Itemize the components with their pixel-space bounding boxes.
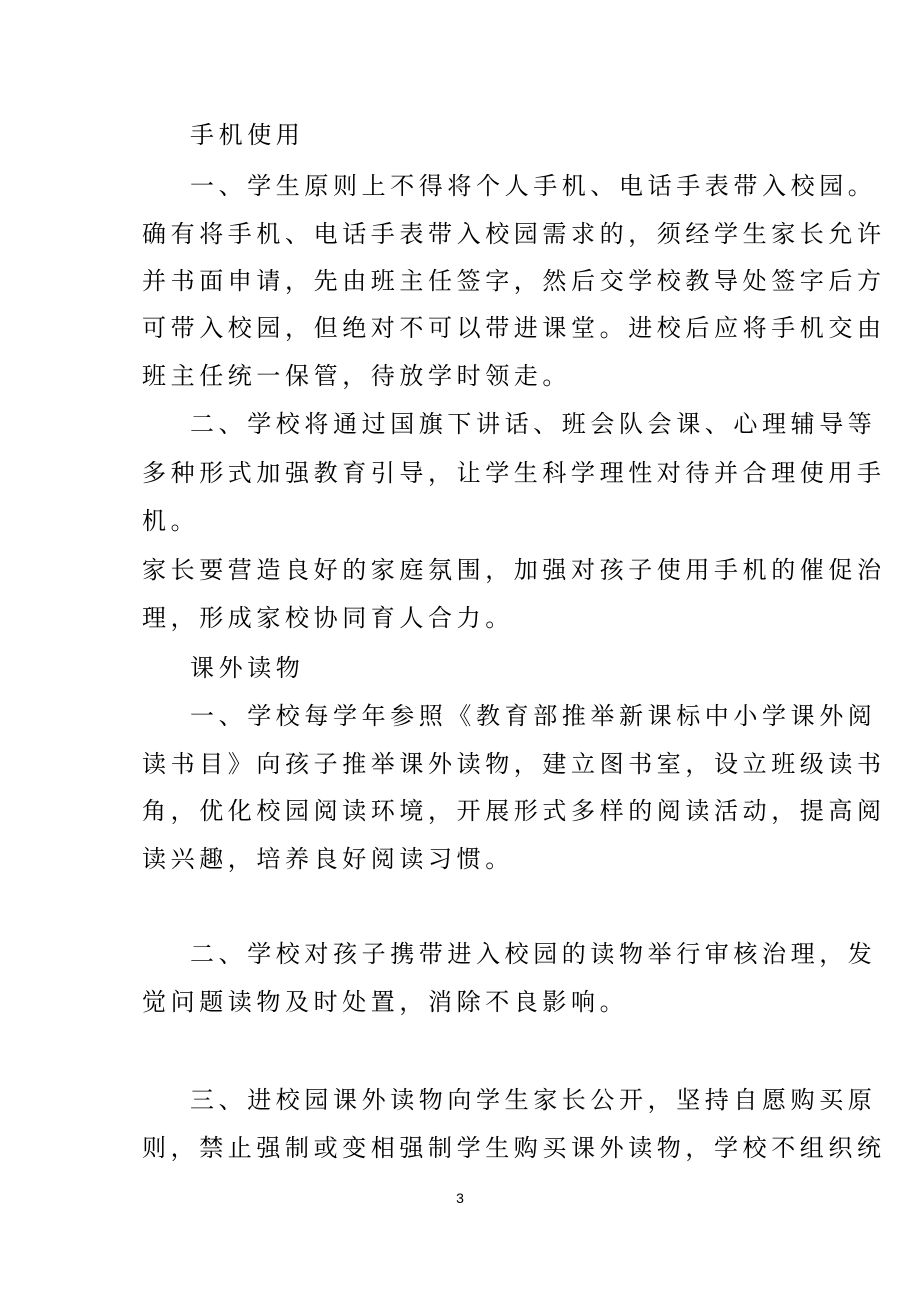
paragraph-line: 三、进校园课外读物向学生家长公开，坚持自愿购买原 (190, 1086, 877, 1114)
heading-extracurricular-reading: 课外读物 (190, 654, 305, 682)
heading-phone-use: 手机使用 (190, 121, 305, 149)
paragraph-line: 二、学校将通过国旗下讲话、班会队会课、心理辅导等 (190, 410, 877, 438)
paragraph-line: 并书面申请，先由班主任签字，然后交学校教导处签字后方 (142, 267, 886, 295)
paragraph-line: 则，禁止强制或变相强制学生购买课外读物，学校不组织统 (142, 1134, 886, 1162)
paragraph-line: 一、学生原则上不得将个人手机、电话手表带入校园。 (190, 172, 877, 200)
paragraph-line: 二、学校对孩子携带进入校园的读物举行审核治理，发 (190, 940, 877, 968)
paragraph-line: 班主任统一保管，待放学时领走。 (142, 362, 571, 390)
paragraph-line: 确有将手机、电话手表带入校园需求的，须经学生家长允许 (142, 220, 886, 248)
paragraph-line: 机。 (142, 507, 200, 535)
paragraph-line: 角，优化校园阅读环境，开展形式多样的阅读活动，提高阅 (142, 797, 886, 825)
paragraph-line: 多种形式加强教育引导，让学生科学理性对待并合理使用手 (142, 459, 886, 487)
page-number: 3 (456, 1190, 464, 1206)
paragraph-line: 可带入校园，但绝对不可以带进课堂。进校后应将手机交由 (142, 314, 886, 342)
paragraph-line: 读兴趣，培养良好阅读习惯。 (142, 845, 514, 873)
paragraph-line: 觉问题读物及时处置，消除不良影响。 (142, 988, 629, 1016)
paragraph-line: 家长要营造良好的家庭氛围，加强对孩子使用手机的催促治 (142, 556, 886, 584)
paragraph-line: 读书目》向孩子推举课外读物，建立图书室，设立班级读书 (142, 750, 886, 778)
paragraph-line: 一、学校每学年参照《教育部推举新课标中小学课外阅 (190, 702, 877, 730)
paragraph-line: 理，形成家校协同育人合力。 (142, 604, 514, 632)
